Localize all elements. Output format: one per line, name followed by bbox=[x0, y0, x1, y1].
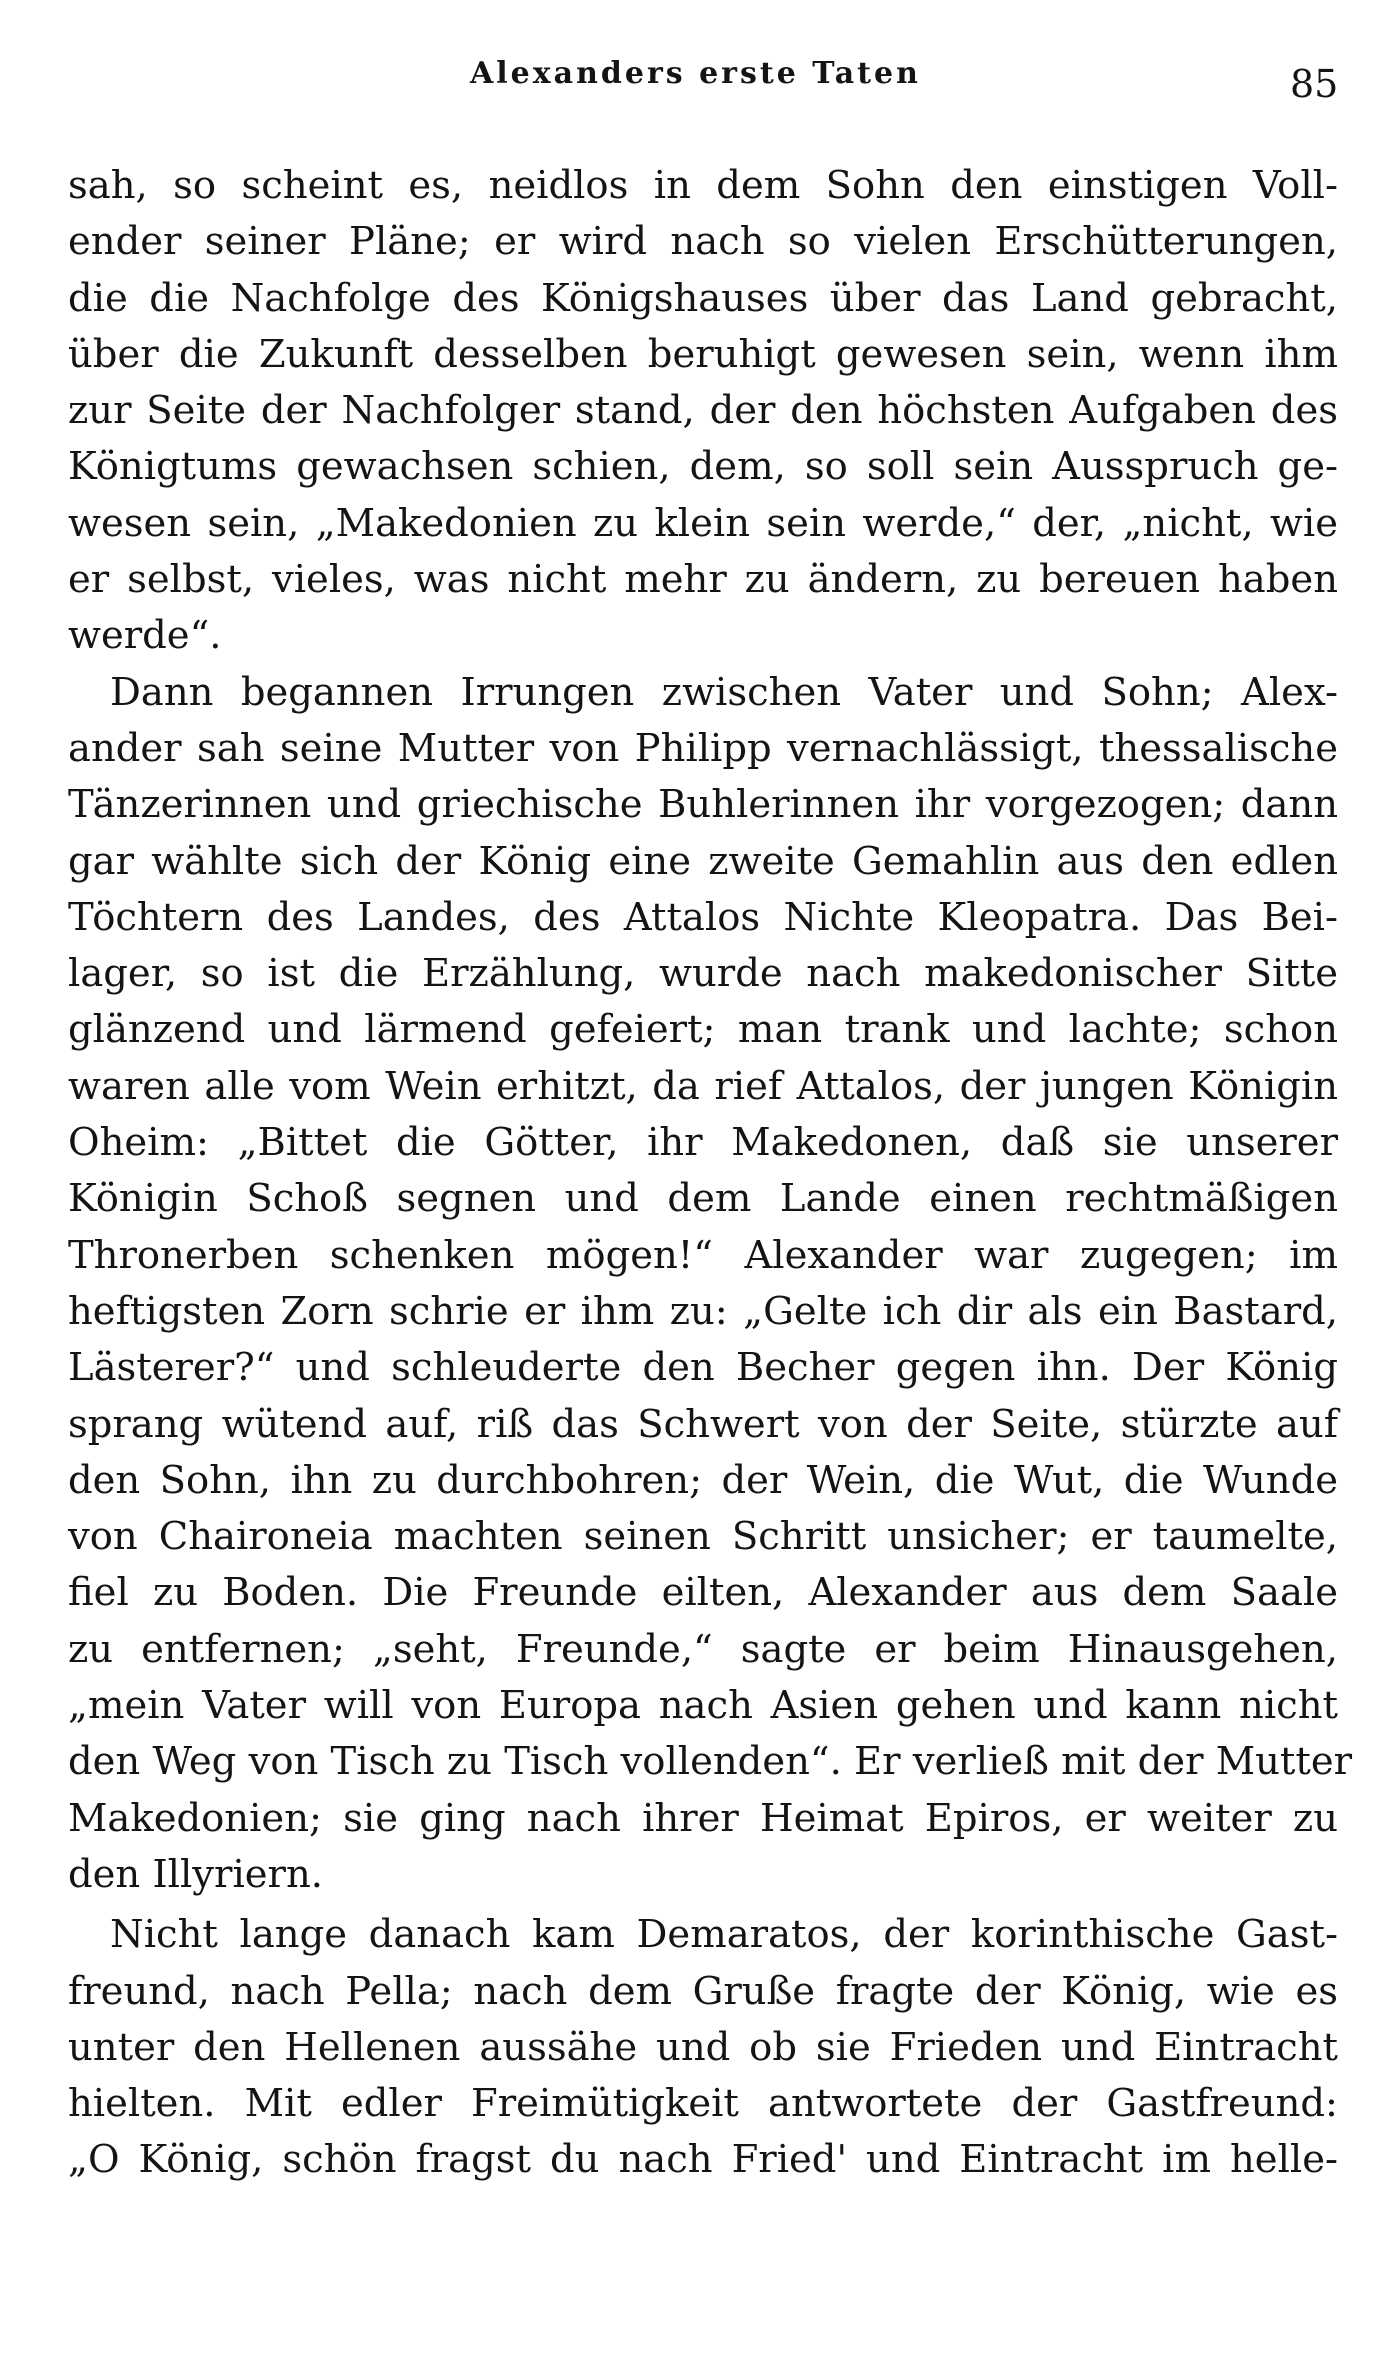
text-line: Lästerer?“ und schleuderte den Becher gegen ihn. Der König bbox=[68, 1345, 1338, 1391]
text-line: Oheim: „Bittet die Götter, ihr Makedonen, daß sie unserer bbox=[68, 1120, 1338, 1166]
text-line: Königin Schoß segnen und dem Lande einen rechtmäßigen bbox=[68, 1176, 1338, 1222]
text-line: freund, nach Pella; nach dem Gruße fragte der König, wie es bbox=[68, 1968, 1338, 2014]
running-title: Alexanders erste Taten bbox=[470, 56, 921, 91]
text-line: wesen sein, „Makedonien zu klein sein werde,“ der, „nicht, wie bbox=[68, 500, 1338, 546]
paragraph-3 bbox=[68, 1907, 1338, 2188]
text-line: Makedonien; sie ging nach ihrer Heimat Epiros, er weiter zu bbox=[68, 1795, 1338, 1841]
text-line: den Weg von Tisch zu Tisch vollenden“. Er verließ mit der Mutter bbox=[68, 1739, 1353, 1785]
text-line: sprang wütend auf, riß das Schwert von der Seite, stürzte auf bbox=[68, 1401, 1338, 1447]
text-line-last: den Illyriern. bbox=[68, 1851, 323, 1897]
text-line: fiel zu Boden. Die Freunde eilten, Alexander aus dem Saale bbox=[68, 1570, 1338, 1616]
text-line: ender seiner Pläne; er wird nach so vielen Erschütterungen, bbox=[68, 219, 1338, 265]
page-number: 85 bbox=[1290, 62, 1339, 106]
text-line: über die Zukunft desselben beruhigt gewesen sein, wenn ihm bbox=[68, 331, 1338, 377]
text-line: sah, so scheint es, neidlos in dem Sohn den einstigen Voll- bbox=[68, 163, 1338, 208]
body-text bbox=[68, 158, 1353, 2189]
text-line: die die Nachfolge des Königshauses über das Land gebracht, bbox=[68, 275, 1338, 321]
text-line: Königtums gewachsen schien, dem, so soll sein Ausspruch ge- bbox=[68, 444, 1338, 490]
text-line: „O König, schön fragst du nach Fried' und Eintracht im helle- bbox=[68, 2137, 1338, 2183]
text-line: lager, so ist die Erzählung, wurde nach makedonischer Sitte bbox=[68, 951, 1338, 997]
text-line: Dann begannen Irrungen zwischen Vater und Sohn; Alex- bbox=[110, 669, 1338, 715]
text-line: den Sohn, ihn zu durchbohren; der Wein, die Wut, die Wunde bbox=[68, 1457, 1338, 1503]
text-line: „mein Vater will von Europa nach Asien gehen und kann nicht bbox=[68, 1683, 1338, 1729]
text-line: unter den Hellenen aussähe und ob sie Frieden und Eintracht bbox=[68, 2024, 1338, 2070]
text-line: Tänzerinnen und griechische Buhlerinnen ihr vorgezogen; dann bbox=[68, 782, 1338, 828]
running-header bbox=[0, 48, 1399, 108]
text-line: Töchtern des Landes, des Attalos Nichte Kleopatra. Das Bei- bbox=[68, 894, 1338, 940]
text-line: ander sah seine Mutter von Philipp vernachlässigt, thessalische bbox=[68, 725, 1338, 771]
text-line: heftigsten Zorn schrie er ihm zu: „Gelte ich dir als ein Bastard, bbox=[68, 1288, 1338, 1334]
text-line-last: werde“. bbox=[68, 613, 222, 659]
text-line: von Chaironeia machten seinen Schritt unsicher; er taumelte, bbox=[68, 1514, 1338, 1560]
text-line: hielten. Mit edler Freimütigkeit antwortete der Gastfreund: bbox=[68, 2081, 1338, 2127]
text-line: Nicht lange danach kam Demaratos, der korinthische Gast- bbox=[110, 1912, 1338, 1958]
text-line: Thronerben schenken mögen!“ Alexander war zugegen; im bbox=[68, 1232, 1338, 1278]
text-line: zur Seite der Nachfolger stand, der den höchsten Aufgaben des bbox=[68, 388, 1338, 434]
text-line: gar wählte sich der König eine zweite Gemahlin aus den edlen bbox=[68, 838, 1338, 884]
text-line: er selbst, vieles, was nicht mehr zu ändern, zu bereuen haben bbox=[68, 557, 1338, 603]
paragraph-2 bbox=[68, 665, 1353, 1904]
text-line: glänzend und lärmend gefeiert; man trank und lachte; schon bbox=[68, 1007, 1338, 1053]
text-line: waren alle vom Wein erhitzt, da rief Attalos, der jungen Königin bbox=[68, 1063, 1338, 1109]
paragraph-1 bbox=[68, 158, 1338, 665]
text-line: zu entfernen; „seht, Freunde,“ sagte er beim Hinausgehen, bbox=[68, 1626, 1338, 1672]
